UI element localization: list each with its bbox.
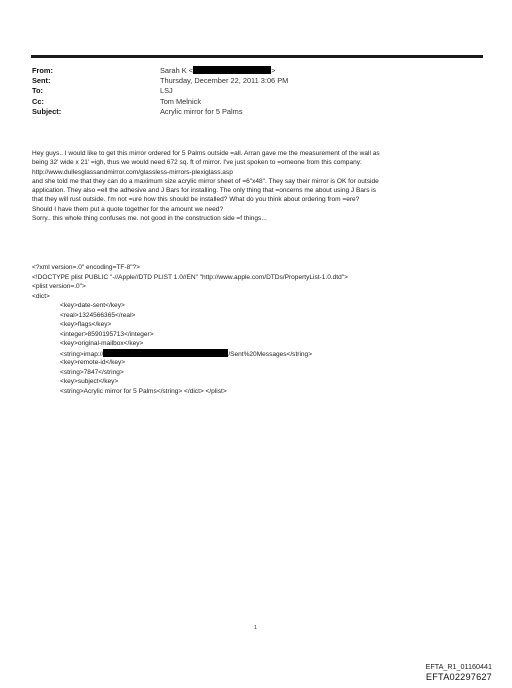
sent-label: Sent: xyxy=(32,76,51,86)
plist-key: <key>date-sent</key> xyxy=(60,302,125,309)
cc-value: Tom Melnick xyxy=(160,96,202,106)
body-line: being 32' wide x 21' =igh, thus we would need 672 sq. ft of mirror. I've just spoken to =omeone from this company: xyxy=(32,159,362,167)
plist-block xyxy=(32,263,348,396)
bates-number-large: EFTA02297627 xyxy=(425,672,492,682)
to-label: To: xyxy=(32,86,43,96)
sent-row xyxy=(32,76,288,86)
from-suffix: > xyxy=(271,66,276,75)
body-line-link: http://www.dullesglassandmirror.com/glassless-mirrors-plexiglass.asp xyxy=(32,168,233,176)
plist-open: <plist version=.0"> xyxy=(32,283,86,290)
doctype-line: <!DOCTYPE plist PUBLIC "-//Apple//DTD PLIST 1.0//EN" "http://www.apple.com/DTDs/PropertyList-1.0.dtd"> xyxy=(32,273,348,281)
cc-label: Cc: xyxy=(32,96,44,106)
from-label: From: xyxy=(32,66,53,75)
body-line: Should I have them put a quote together for the amount we need? xyxy=(32,205,224,213)
email-header xyxy=(32,66,288,117)
subject-label: Subject: xyxy=(32,106,62,116)
bates-number-small: EFTA_R1_01160441 xyxy=(425,662,492,671)
body-line: and she told me that they can do a maximum size acrylic mirror sheet of =6"x48". They say their mirror is OK for outside xyxy=(32,177,379,185)
plist-value-mailbox xyxy=(32,349,348,359)
plist-value: <string>Acrylic mirror for 5 Palms</string> </dict> </plist> xyxy=(60,387,227,395)
redaction-bar xyxy=(193,66,271,74)
mailbox-suffix: /Sent%20Messages</string> xyxy=(228,350,313,358)
body-line: Sorry.. this whole thing confuses me. not good in the construction side =f things... xyxy=(32,215,267,223)
body-line: Hey guys.. I would like to get this mirror ordered for 5 Palms outside =all. Arran gave me the measurement of the wall as xyxy=(32,150,380,157)
plist-key: <key>remote-id</key> xyxy=(60,359,126,366)
body-line: application. They also =ell the adhesive and J Bars for installing. The only thing that =oncerns me about using J Bars is xyxy=(32,187,377,195)
plist-value: <integer>8590195713</integer> xyxy=(60,330,154,338)
header-rule xyxy=(31,55,483,58)
email-body xyxy=(32,149,487,223)
to-value: LSJ xyxy=(160,86,173,96)
page-number: 1 xyxy=(254,625,258,631)
xml-declaration: <?xml version=.0" encoding=TF-8"?> xyxy=(32,264,141,271)
body-line: that they will rust outside. I'm not =ure how this should be installed? What do you think about ordering from =ere? xyxy=(32,196,360,204)
plist-key: <key>subject</key> xyxy=(60,378,119,385)
subject-row xyxy=(32,107,288,117)
plist-value: <string>7847</string> xyxy=(60,368,124,376)
mailbox-prefix: <string>imap:// xyxy=(60,350,104,358)
plist-key: <key>original-mailbox</key> xyxy=(60,340,144,347)
subject-value: Acrylic mirror for 5 Palms xyxy=(160,106,243,116)
to-row xyxy=(32,86,288,96)
plist-key: <key>flags</key> xyxy=(60,321,112,328)
redaction-bar xyxy=(103,349,228,357)
from-value xyxy=(160,66,275,76)
plist-value: <real>1324566365</real> xyxy=(60,311,136,319)
sent-value: Thursday, December 22, 2011 3:06 PM xyxy=(160,76,289,86)
from-name: Sarah K < xyxy=(160,66,194,75)
cc-row xyxy=(32,97,288,107)
dict-open: <dict> xyxy=(32,292,50,300)
from-row xyxy=(32,66,288,76)
